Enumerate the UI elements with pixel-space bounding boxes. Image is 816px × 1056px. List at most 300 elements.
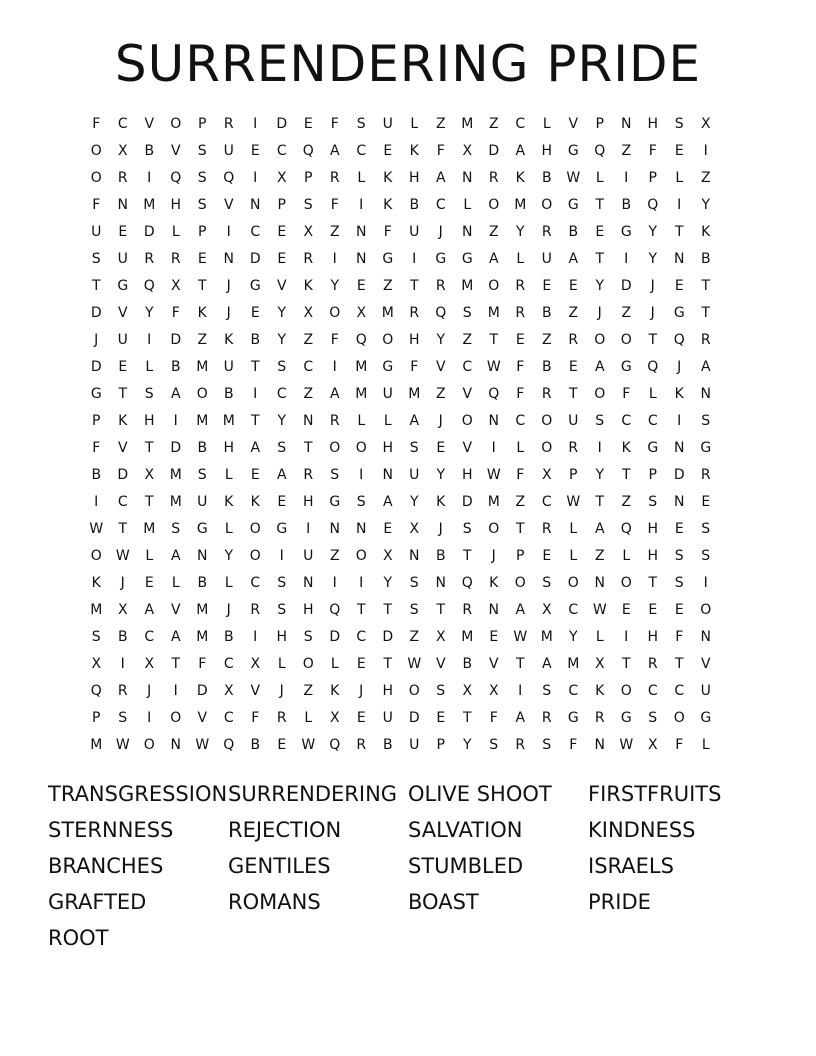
grid-letter[interactable]: W bbox=[486, 359, 501, 375]
grid-letter[interactable]: S bbox=[436, 683, 446, 699]
grid-letter[interactable]: T bbox=[489, 332, 499, 348]
grid-letter[interactable]: R bbox=[515, 305, 526, 321]
grid-letter[interactable]: M bbox=[567, 656, 580, 672]
grid-letter[interactable]: X bbox=[647, 737, 658, 753]
grid-letter[interactable]: W bbox=[195, 737, 210, 753]
grid-letter[interactable]: Y bbox=[648, 251, 658, 267]
grid-letter[interactable]: F bbox=[436, 143, 445, 159]
grid-letter[interactable]: A bbox=[594, 521, 605, 537]
grid-letter[interactable]: U bbox=[409, 224, 420, 240]
grid-letter[interactable]: O bbox=[382, 332, 394, 348]
grid-letter[interactable]: U bbox=[197, 494, 208, 510]
grid-letter[interactable]: E bbox=[277, 224, 287, 240]
grid-letter[interactable]: H bbox=[408, 332, 420, 348]
grid-letter[interactable]: R bbox=[647, 656, 658, 672]
grid-letter[interactable]: K bbox=[224, 494, 234, 510]
grid-letter[interactable]: E bbox=[621, 602, 631, 618]
grid-letter[interactable]: K bbox=[197, 305, 207, 321]
grid-letter[interactable]: N bbox=[594, 737, 605, 753]
grid-letter[interactable]: R bbox=[594, 710, 605, 726]
grid-letter[interactable]: I bbox=[94, 494, 99, 510]
grid-letter[interactable]: H bbox=[541, 143, 553, 159]
grid-letter[interactable]: Q bbox=[329, 602, 341, 618]
grid-letter[interactable]: D bbox=[461, 494, 473, 510]
grid-letter[interactable]: J bbox=[650, 305, 655, 321]
grid-letter[interactable]: C bbox=[276, 386, 287, 402]
grid-letter[interactable]: M bbox=[90, 737, 103, 753]
grid-letter[interactable]: A bbox=[594, 359, 605, 375]
grid-letter[interactable]: U bbox=[700, 683, 711, 699]
grid-letter[interactable]: O bbox=[620, 683, 632, 699]
grid-letter[interactable]: L bbox=[224, 521, 233, 537]
grid-letter[interactable]: I bbox=[518, 683, 523, 699]
grid-letter[interactable]: Q bbox=[90, 683, 102, 699]
grid-letter[interactable]: Y bbox=[595, 278, 605, 294]
grid-letter[interactable]: Z bbox=[303, 332, 314, 348]
grid-letter[interactable]: X bbox=[170, 278, 181, 294]
grid-letter[interactable]: L bbox=[224, 467, 233, 483]
grid-letter[interactable]: N bbox=[329, 521, 340, 537]
grid-letter[interactable]: C bbox=[647, 413, 658, 429]
grid-letter[interactable]: R bbox=[250, 602, 261, 618]
grid-letter[interactable]: N bbox=[700, 629, 711, 645]
grid-letter[interactable]: X bbox=[144, 467, 155, 483]
grid-letter[interactable]: S bbox=[330, 467, 340, 483]
grid-letter[interactable]: C bbox=[435, 197, 446, 213]
grid-letter[interactable]: Z bbox=[621, 494, 632, 510]
grid-letter[interactable]: Y bbox=[595, 467, 605, 483]
grid-letter[interactable]: W bbox=[486, 467, 501, 483]
grid-letter[interactable]: T bbox=[595, 251, 605, 267]
grid-letter[interactable]: J bbox=[438, 521, 443, 537]
grid-letter[interactable]: E bbox=[277, 494, 287, 510]
grid-letter[interactable]: J bbox=[94, 332, 99, 348]
grid-letter[interactable]: K bbox=[436, 494, 446, 510]
grid-letter[interactable]: G bbox=[382, 251, 394, 267]
grid-letter[interactable]: O bbox=[620, 332, 632, 348]
grid-letter[interactable]: E bbox=[383, 521, 393, 537]
grid-letter[interactable]: U bbox=[541, 251, 552, 267]
grid-letter[interactable]: S bbox=[542, 575, 552, 591]
grid-letter[interactable]: S bbox=[91, 629, 101, 645]
grid-letter[interactable]: Q bbox=[223, 170, 235, 186]
grid-letter[interactable]: V bbox=[435, 359, 446, 375]
grid-letter[interactable]: Q bbox=[673, 332, 685, 348]
grid-letter[interactable]: E bbox=[515, 332, 525, 348]
grid-letter[interactable]: T bbox=[303, 440, 313, 456]
grid-letter[interactable]: P bbox=[516, 548, 525, 564]
grid-letter[interactable]: A bbox=[170, 629, 181, 645]
grid-letter[interactable]: Z bbox=[303, 386, 314, 402]
grid-letter[interactable]: R bbox=[223, 116, 234, 132]
grid-letter[interactable]: V bbox=[250, 683, 261, 699]
grid-letter[interactable]: I bbox=[491, 440, 496, 456]
grid-letter[interactable]: Q bbox=[620, 521, 632, 537]
grid-letter[interactable]: I bbox=[147, 710, 152, 726]
grid-letter[interactable]: N bbox=[621, 116, 632, 132]
grid-letter[interactable]: F bbox=[516, 386, 525, 402]
grid-letter[interactable]: H bbox=[302, 494, 314, 510]
grid-letter[interactable]: G bbox=[673, 305, 685, 321]
grid-letter[interactable]: F bbox=[330, 332, 339, 348]
grid-letter[interactable]: S bbox=[674, 116, 684, 132]
grid-letter[interactable]: O bbox=[620, 575, 632, 591]
grid-letter[interactable]: R bbox=[700, 467, 711, 483]
grid-letter[interactable]: S bbox=[144, 386, 154, 402]
grid-letter[interactable]: C bbox=[674, 683, 685, 699]
grid-letter[interactable]: Y bbox=[568, 629, 578, 645]
grid-letter[interactable]: S bbox=[197, 197, 207, 213]
grid-letter[interactable]: S bbox=[356, 494, 366, 510]
grid-letter[interactable]: C bbox=[223, 710, 234, 726]
grid-letter[interactable]: I bbox=[624, 170, 629, 186]
grid-letter[interactable]: E bbox=[436, 710, 446, 726]
grid-letter[interactable]: B bbox=[462, 656, 473, 672]
grid-letter[interactable]: F bbox=[92, 197, 101, 213]
grid-letter[interactable]: N bbox=[488, 413, 499, 429]
grid-letter[interactable]: A bbox=[515, 143, 526, 159]
grid-letter[interactable]: T bbox=[436, 602, 446, 618]
grid-letter[interactable]: I bbox=[147, 170, 152, 186]
grid-letter[interactable]: O bbox=[329, 440, 341, 456]
grid-letter[interactable]: P bbox=[198, 116, 207, 132]
grid-letter[interactable]: I bbox=[332, 575, 337, 591]
grid-letter[interactable]: W bbox=[619, 737, 634, 753]
grid-letter[interactable]: M bbox=[169, 494, 182, 510]
grid-letter[interactable]: V bbox=[223, 197, 234, 213]
grid-letter[interactable]: H bbox=[647, 629, 659, 645]
grid-letter[interactable]: L bbox=[357, 413, 366, 429]
grid-letter[interactable]: K bbox=[224, 332, 234, 348]
grid-letter[interactable]: T bbox=[595, 197, 605, 213]
grid-letter[interactable]: G bbox=[90, 386, 102, 402]
grid-letter[interactable]: D bbox=[90, 359, 102, 375]
grid-letter[interactable]: T bbox=[171, 656, 181, 672]
grid-letter[interactable]: N bbox=[382, 467, 393, 483]
grid-letter[interactable]: T bbox=[621, 467, 631, 483]
grid-letter[interactable]: A bbox=[568, 251, 579, 267]
grid-letter[interactable]: E bbox=[356, 656, 366, 672]
grid-letter[interactable]: L bbox=[304, 710, 313, 726]
grid-letter[interactable]: Q bbox=[435, 305, 447, 321]
grid-letter[interactable]: M bbox=[381, 305, 394, 321]
grid-letter[interactable]: K bbox=[515, 170, 525, 186]
grid-letter[interactable]: H bbox=[647, 548, 659, 564]
grid-letter[interactable]: T bbox=[595, 494, 605, 510]
grid-letter[interactable]: S bbox=[409, 602, 419, 618]
grid-letter[interactable]: X bbox=[382, 548, 393, 564]
grid-letter[interactable]: Y bbox=[277, 413, 287, 429]
grid-letter[interactable]: P bbox=[92, 413, 101, 429]
grid-letter[interactable]: H bbox=[276, 629, 288, 645]
grid-letter[interactable]: U bbox=[303, 548, 314, 564]
grid-letter[interactable]: I bbox=[703, 575, 708, 591]
grid-letter[interactable]: P bbox=[304, 170, 313, 186]
grid-letter[interactable]: Y bbox=[648, 224, 658, 240]
grid-letter[interactable]: H bbox=[461, 467, 473, 483]
grid-letter[interactable]: L bbox=[383, 413, 392, 429]
grid-letter[interactable]: I bbox=[279, 548, 284, 564]
grid-letter[interactable]: F bbox=[92, 116, 101, 132]
grid-letter[interactable]: Q bbox=[594, 143, 606, 159]
grid-letter[interactable]: T bbox=[674, 224, 684, 240]
grid-letter[interactable]: S bbox=[542, 683, 552, 699]
grid-letter[interactable]: U bbox=[117, 251, 128, 267]
grid-letter[interactable]: S bbox=[356, 116, 366, 132]
grid-letter[interactable]: N bbox=[488, 602, 499, 618]
grid-letter[interactable]: O bbox=[170, 116, 182, 132]
grid-letter[interactable]: L bbox=[463, 197, 472, 213]
grid-letter[interactable]: C bbox=[117, 494, 128, 510]
grid-letter[interactable]: E bbox=[356, 278, 366, 294]
grid-letter[interactable]: E bbox=[250, 467, 260, 483]
grid-letter[interactable]: N bbox=[674, 494, 685, 510]
grid-letter[interactable]: Z bbox=[621, 305, 632, 321]
grid-letter[interactable]: V bbox=[170, 602, 181, 618]
grid-letter[interactable]: Y bbox=[383, 575, 393, 591]
grid-letter[interactable]: K bbox=[409, 143, 419, 159]
grid-letter[interactable]: S bbox=[462, 521, 472, 537]
grid-letter[interactable]: K bbox=[595, 683, 605, 699]
grid-letter[interactable]: T bbox=[144, 440, 154, 456]
grid-letter[interactable]: H bbox=[382, 440, 394, 456]
grid-letter[interactable]: U bbox=[382, 386, 393, 402]
grid-letter[interactable]: F bbox=[675, 737, 684, 753]
grid-letter[interactable]: B bbox=[250, 332, 261, 348]
grid-letter[interactable]: R bbox=[515, 737, 526, 753]
grid-letter[interactable]: X bbox=[117, 602, 128, 618]
grid-letter[interactable]: C bbox=[223, 656, 234, 672]
grid-letter[interactable]: S bbox=[118, 710, 128, 726]
grid-letter[interactable]: X bbox=[356, 305, 367, 321]
grid-letter[interactable]: Y bbox=[436, 467, 446, 483]
grid-letter[interactable]: T bbox=[91, 278, 101, 294]
grid-letter[interactable]: H bbox=[647, 521, 659, 537]
grid-letter[interactable]: O bbox=[514, 575, 526, 591]
grid-letter[interactable]: V bbox=[462, 386, 473, 402]
grid-letter[interactable]: N bbox=[250, 197, 261, 213]
grid-letter[interactable]: N bbox=[674, 251, 685, 267]
grid-letter[interactable]: O bbox=[673, 710, 685, 726]
grid-letter[interactable]: E bbox=[701, 494, 711, 510]
grid-letter[interactable]: G bbox=[329, 494, 341, 510]
grid-letter[interactable]: H bbox=[143, 413, 155, 429]
grid-letter[interactable]: N bbox=[674, 440, 685, 456]
grid-letter[interactable]: I bbox=[253, 629, 258, 645]
grid-letter[interactable]: I bbox=[597, 440, 602, 456]
grid-letter[interactable]: Y bbox=[224, 548, 234, 564]
grid-letter[interactable]: Z bbox=[568, 305, 579, 321]
grid-letter[interactable]: B bbox=[170, 359, 181, 375]
grid-letter[interactable]: Y bbox=[144, 305, 154, 321]
grid-letter[interactable]: W bbox=[592, 602, 607, 618]
grid-letter[interactable]: N bbox=[197, 548, 208, 564]
grid-letter[interactable]: F bbox=[92, 440, 101, 456]
grid-letter[interactable]: D bbox=[90, 305, 102, 321]
grid-letter[interactable]: G bbox=[700, 440, 712, 456]
grid-letter[interactable]: J bbox=[597, 305, 602, 321]
grid-letter[interactable]: X bbox=[541, 467, 552, 483]
grid-letter[interactable]: R bbox=[303, 251, 314, 267]
grid-letter[interactable]: L bbox=[330, 656, 339, 672]
grid-letter[interactable]: E bbox=[277, 737, 287, 753]
grid-letter[interactable]: E bbox=[674, 143, 684, 159]
grid-letter[interactable]: T bbox=[674, 656, 684, 672]
grid-letter[interactable]: V bbox=[170, 143, 181, 159]
grid-letter[interactable]: D bbox=[408, 710, 420, 726]
grid-letter[interactable]: M bbox=[355, 359, 368, 375]
grid-letter[interactable]: I bbox=[359, 467, 364, 483]
grid-letter[interactable]: V bbox=[197, 710, 208, 726]
grid-letter[interactable]: E bbox=[595, 224, 605, 240]
grid-letter[interactable]: D bbox=[117, 467, 129, 483]
grid-letter[interactable]: M bbox=[143, 197, 156, 213]
grid-letter[interactable]: Z bbox=[621, 143, 632, 159]
grid-letter[interactable]: I bbox=[703, 143, 708, 159]
grid-letter[interactable]: F bbox=[489, 710, 498, 726]
grid-letter[interactable]: U bbox=[117, 332, 128, 348]
grid-letter[interactable]: U bbox=[568, 413, 579, 429]
grid-letter[interactable]: E bbox=[144, 575, 154, 591]
grid-letter[interactable]: I bbox=[332, 251, 337, 267]
grid-letter[interactable]: N bbox=[700, 386, 711, 402]
grid-letter[interactable]: K bbox=[91, 575, 101, 591]
grid-letter[interactable]: U bbox=[409, 467, 420, 483]
grid-letter[interactable]: F bbox=[410, 359, 419, 375]
grid-letter[interactable]: A bbox=[700, 359, 711, 375]
grid-letter[interactable]: O bbox=[567, 575, 579, 591]
grid-letter[interactable]: T bbox=[144, 494, 154, 510]
grid-letter[interactable]: I bbox=[253, 170, 258, 186]
grid-letter[interactable]: S bbox=[701, 521, 711, 537]
grid-letter[interactable]: C bbox=[462, 359, 473, 375]
grid-letter[interactable]: Z bbox=[488, 224, 499, 240]
grid-letter[interactable]: D bbox=[196, 683, 208, 699]
grid-letter[interactable]: P bbox=[648, 467, 657, 483]
grid-letter[interactable]: N bbox=[462, 224, 473, 240]
grid-letter[interactable]: L bbox=[701, 737, 710, 753]
grid-letter[interactable]: T bbox=[568, 386, 578, 402]
grid-letter[interactable]: S bbox=[409, 575, 419, 591]
grid-letter[interactable]: B bbox=[541, 305, 552, 321]
grid-letter[interactable]: C bbox=[303, 359, 314, 375]
grid-letter[interactable]: J bbox=[226, 278, 231, 294]
grid-letter[interactable]: O bbox=[594, 386, 606, 402]
grid-letter[interactable]: L bbox=[145, 359, 154, 375]
grid-letter[interactable]: B bbox=[409, 197, 420, 213]
grid-letter[interactable]: I bbox=[624, 251, 629, 267]
grid-letter[interactable]: L bbox=[569, 548, 578, 564]
grid-letter[interactable]: I bbox=[173, 413, 178, 429]
grid-letter[interactable]: E bbox=[648, 602, 658, 618]
grid-letter[interactable]: L bbox=[171, 575, 180, 591]
grid-letter[interactable]: T bbox=[462, 548, 472, 564]
grid-letter[interactable]: O bbox=[408, 683, 420, 699]
grid-letter[interactable]: M bbox=[461, 116, 474, 132]
grid-letter[interactable]: O bbox=[488, 197, 500, 213]
grid-letter[interactable]: K bbox=[489, 575, 499, 591]
grid-letter[interactable]: R bbox=[541, 224, 552, 240]
grid-letter[interactable]: H bbox=[408, 170, 420, 186]
grid-letter[interactable]: Q bbox=[461, 575, 473, 591]
grid-letter[interactable]: D bbox=[170, 332, 182, 348]
grid-letter[interactable]: E bbox=[277, 251, 287, 267]
grid-letter[interactable]: G bbox=[647, 440, 659, 456]
grid-letter[interactable]: S bbox=[171, 521, 181, 537]
grid-letter[interactable]: O bbox=[90, 170, 102, 186]
grid-letter[interactable]: R bbox=[117, 170, 128, 186]
grid-letter[interactable]: C bbox=[250, 224, 261, 240]
grid-letter[interactable]: T bbox=[197, 278, 207, 294]
grid-letter[interactable]: L bbox=[648, 386, 657, 402]
grid-letter[interactable]: J bbox=[677, 359, 682, 375]
grid-letter[interactable]: B bbox=[197, 440, 208, 456]
grid-letter[interactable]: M bbox=[355, 386, 368, 402]
grid-letter[interactable]: D bbox=[143, 224, 155, 240]
grid-letter[interactable]: N bbox=[356, 224, 367, 240]
grid-letter[interactable]: B bbox=[700, 251, 711, 267]
grid-letter[interactable]: A bbox=[435, 170, 446, 186]
grid-letter[interactable]: S bbox=[277, 602, 287, 618]
grid-letter[interactable]: V bbox=[276, 278, 287, 294]
grid-letter[interactable]: T bbox=[383, 656, 393, 672]
grid-letter[interactable]: S bbox=[277, 359, 287, 375]
grid-letter[interactable]: N bbox=[409, 548, 420, 564]
grid-letter[interactable]: N bbox=[223, 251, 234, 267]
grid-letter[interactable]: N bbox=[435, 575, 446, 591]
grid-letter[interactable]: I bbox=[306, 521, 311, 537]
grid-letter[interactable]: F bbox=[330, 197, 339, 213]
grid-letter[interactable]: A bbox=[541, 656, 552, 672]
grid-letter[interactable]: W bbox=[566, 494, 581, 510]
grid-letter[interactable]: B bbox=[435, 548, 446, 564]
grid-letter[interactable]: G bbox=[461, 251, 473, 267]
grid-letter[interactable]: J bbox=[147, 683, 152, 699]
grid-letter[interactable]: N bbox=[356, 521, 367, 537]
grid-letter[interactable]: S bbox=[303, 629, 313, 645]
grid-letter[interactable]: S bbox=[197, 467, 207, 483]
letter-grid[interactable] bbox=[83, 111, 719, 759]
grid-letter[interactable]: Y bbox=[462, 737, 472, 753]
grid-letter[interactable]: B bbox=[541, 170, 552, 186]
grid-letter[interactable]: Z bbox=[488, 116, 499, 132]
grid-letter[interactable]: S bbox=[489, 737, 499, 753]
grid-letter[interactable]: X bbox=[117, 143, 128, 159]
grid-letter[interactable]: V bbox=[488, 656, 499, 672]
grid-letter[interactable]: Q bbox=[329, 737, 341, 753]
grid-letter[interactable]: G bbox=[620, 224, 632, 240]
grid-letter[interactable]: A bbox=[515, 710, 526, 726]
grid-letter[interactable]: S bbox=[277, 440, 287, 456]
grid-letter[interactable]: E bbox=[568, 359, 578, 375]
grid-letter[interactable]: D bbox=[170, 440, 182, 456]
grid-letter[interactable]: R bbox=[356, 737, 367, 753]
grid-letter[interactable]: N bbox=[170, 737, 181, 753]
grid-letter[interactable]: L bbox=[622, 548, 631, 564]
grid-letter[interactable]: M bbox=[196, 602, 209, 618]
grid-letter[interactable]: J bbox=[438, 413, 443, 429]
grid-letter[interactable]: V bbox=[462, 440, 473, 456]
grid-letter[interactable]: I bbox=[359, 197, 364, 213]
grid-letter[interactable]: C bbox=[276, 143, 287, 159]
grid-letter[interactable]: R bbox=[515, 278, 526, 294]
grid-letter[interactable]: Z bbox=[462, 332, 473, 348]
grid-letter[interactable]: B bbox=[568, 224, 579, 240]
grid-letter[interactable]: I bbox=[677, 413, 682, 429]
grid-letter[interactable]: L bbox=[595, 170, 604, 186]
grid-letter[interactable]: G bbox=[117, 278, 129, 294]
grid-letter[interactable]: T bbox=[250, 359, 260, 375]
